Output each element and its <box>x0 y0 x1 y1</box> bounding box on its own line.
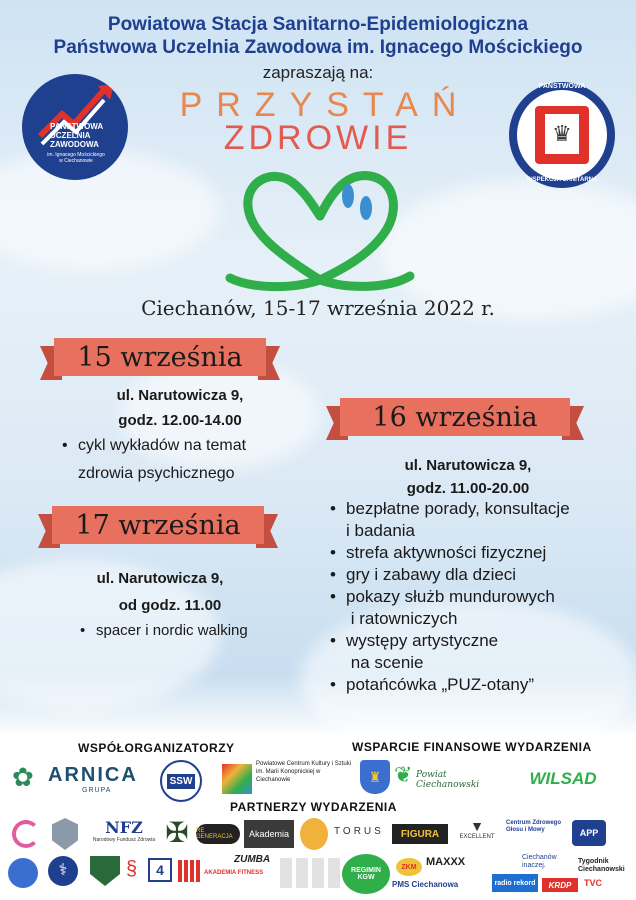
ssw-logo <box>160 760 202 802</box>
day3-hours: od godz. 11.00 <box>118 597 222 614</box>
nfz-logo <box>92 818 156 850</box>
day2-item-9: potańcówka „PUZ-otany” <box>346 675 535 694</box>
fitness-text: AKADEMIA FITNESS <box>204 870 264 876</box>
ssw-text: SSW <box>167 774 196 789</box>
small-logos <box>280 858 340 888</box>
partners-title: PARTNERZY WYDARZENIA <box>230 800 397 814</box>
rekord-logo <box>492 874 538 892</box>
list-item <box>330 520 570 542</box>
organizer-line-1: Powiatowa Stacja Sanitarno-Epidemiologiczna <box>107 14 529 35</box>
tvc-logo <box>584 878 624 892</box>
leaf-icon: ❦ <box>394 762 413 787</box>
kgw-logo <box>342 854 390 894</box>
title-line-2: ZDROWIE <box>223 119 413 157</box>
day2-item-2: i badania <box>346 521 416 540</box>
puz-logo-line1: PAŃSTWOWA <box>50 122 104 131</box>
list-item: • strefa aktywności fizycznej <box>330 543 547 562</box>
pms-text: PMS Ciechanowa <box>392 880 459 889</box>
day2-item-5: pokazy służb mundurowych <box>346 587 555 606</box>
title-line-1: PRZYSTAŃ <box>179 86 471 124</box>
partners-row-2 <box>8 854 628 896</box>
day1-address: ul. Narutowicza 9, <box>116 387 244 404</box>
tygodnik-logo <box>578 858 628 878</box>
day2-ribbon <box>326 398 584 442</box>
day1-item-2 <box>78 463 235 485</box>
figura-text: FIGURA <box>400 828 440 840</box>
police-logo <box>52 818 78 850</box>
list-item: • bezpłatne porady, konsultacje <box>330 499 570 518</box>
krdp-logo <box>542 878 578 892</box>
day2-list <box>330 498 570 696</box>
c-logo <box>12 820 40 848</box>
list-item: • potańcówka „PUZ-otany” <box>330 675 535 694</box>
day1-hours: godz. 12.00-14.00 <box>118 412 242 429</box>
mascot-logo <box>300 818 328 850</box>
torus-text: TORUS <box>334 826 384 837</box>
coorganizers-title: WSPÓŁORGANIZATORZY <box>78 741 235 755</box>
day3-item-1: • spacer i nordic walking <box>80 622 248 639</box>
list-item: • gry i zabawy dla dzieci <box>330 565 517 584</box>
wilsad-text: WILSAD <box>529 769 597 788</box>
regeneracja-logo <box>196 824 240 844</box>
organizer-line-2: Państwowa Uczelnia Zawodowa im. Ignacego Mościckiego <box>53 37 583 58</box>
eagle-icon: ♛ <box>545 114 579 154</box>
pis-logo-top: PAŃSTWOWA <box>538 83 586 90</box>
day2-item-7: występy artystyczne <box>346 631 499 650</box>
maxxx-logo <box>426 856 476 872</box>
cross-logo: ✠ <box>165 817 189 848</box>
ciechanow-inaczej-logo <box>522 854 578 872</box>
pms-logo <box>392 880 482 892</box>
nfz-sub: Narodowy Fundusz Zdrowia <box>92 837 156 843</box>
powiat-logo <box>394 760 504 794</box>
day2-item-3: strefa aktywności fizycznej <box>346 543 547 562</box>
day1-item-1: • cykl wykładów na temat <box>62 437 247 454</box>
app-logo: APP <box>572 820 606 846</box>
list-item <box>330 652 570 674</box>
tygodnik-text: Tygodnik Ciechanowski <box>578 858 625 873</box>
zkm-logo <box>396 858 422 876</box>
list-item <box>330 608 570 630</box>
day2-item-4: gry i zabawy dla dzieci <box>346 565 517 584</box>
day2-address: ul. Narutowicza 9, <box>404 457 532 474</box>
rekord-text: radio rekord <box>494 879 536 887</box>
day3-ribbon <box>38 506 278 550</box>
day1-title: 15 września <box>54 338 266 376</box>
partners-row-1 <box>12 818 624 852</box>
day2-title: 16 września <box>340 398 570 436</box>
zumba-text: ZUMBA <box>234 854 271 865</box>
day2-hours: godz. 11.00-20.00 <box>406 480 530 497</box>
shield-logo <box>90 856 120 886</box>
day3-address: ul. Narutowicza 9, <box>96 570 224 587</box>
pis-logo-bottom: INSPEKCJA SANITARNA <box>526 177 598 183</box>
heart-ribbon-icon <box>220 160 420 295</box>
akademia-logo <box>244 820 294 848</box>
event-date-line: Ciechanów, 15-17 września 2022 r. <box>141 296 495 320</box>
invite-text: zapraszają na: <box>262 63 374 82</box>
zumba-fitness-logo <box>204 854 274 894</box>
bars-logo <box>178 860 202 882</box>
day3-title: 17 września <box>52 506 264 544</box>
pcksa-logo <box>222 758 354 802</box>
figura-logo <box>392 824 448 844</box>
tvc-text: TVC <box>584 878 602 888</box>
regeneracja-text: RE GENERACJA <box>196 828 233 840</box>
day2-item-8: na scenie <box>350 653 424 672</box>
excellent-logo <box>452 818 502 852</box>
powiat-text: Powiat Ciechanowski <box>416 770 480 790</box>
list-item: • występy artystyczne <box>330 631 499 650</box>
day1-item-1-text: cykl wykładów na temat <box>78 437 247 454</box>
puz-logo-line4: im. Ignacego Mościckiego <box>47 152 105 158</box>
arnica-logo <box>12 760 152 796</box>
excellent-text: EXCELLENT <box>459 834 495 840</box>
krdp-text: KRDP <box>548 880 572 890</box>
torus-logo <box>334 826 390 842</box>
puz-logo-line2: UCZELNIA <box>50 131 91 140</box>
puz-logo-line5: w Ciechanowie <box>59 158 93 164</box>
support-title: WSPARCIE FINANSOWE WYDARZENIA <box>352 740 592 754</box>
four-logo: 4 <box>148 858 172 882</box>
kgw-text: REGIMIN KGW <box>351 867 381 881</box>
medical-logo: ⚕ <box>48 856 78 886</box>
excellent-icon: ▼ <box>470 818 484 834</box>
nfz-text: NFZ <box>105 818 143 837</box>
maxxx-text: MAXXX <box>426 856 466 868</box>
crest-logo: ♜ <box>360 760 390 794</box>
ciechanow-inaczej-text: Ciechanów inaczej. <box>522 854 557 869</box>
day2-item-1: bezpłatne porady, konsultacje <box>346 499 570 518</box>
snake-logo: § <box>126 858 138 880</box>
zkm-text: ZKM <box>401 863 417 871</box>
arnica-sub: GRUPA <box>82 787 112 794</box>
day2-item-6: i ratowniczych <box>350 609 458 628</box>
puz-logo-line3: ZAWODOWA <box>50 140 99 149</box>
arnica-flower-icon: ✿ <box>12 762 34 792</box>
wilsad-logo <box>514 768 612 790</box>
akademia-text: Akademia <box>248 829 290 839</box>
arnica-name: ARNICA <box>48 764 138 786</box>
day1-ribbon <box>40 338 280 382</box>
people-logo <box>8 858 38 888</box>
day3-item-1-text: spacer i nordic walking <box>96 622 248 639</box>
czgim-text: Centrum Zdrowego Głosu i Mowy <box>506 820 561 833</box>
czgim-logo <box>506 820 562 852</box>
list-item: • pokazy służb mundurowych <box>330 587 555 606</box>
day1-item-2-text: zdrowia psychicznego <box>78 465 235 482</box>
pcksa-text: Powiatowe Centrum Kultury i Sztuki im. Marii Konopnickiej w Ciechanowie <box>256 761 352 783</box>
